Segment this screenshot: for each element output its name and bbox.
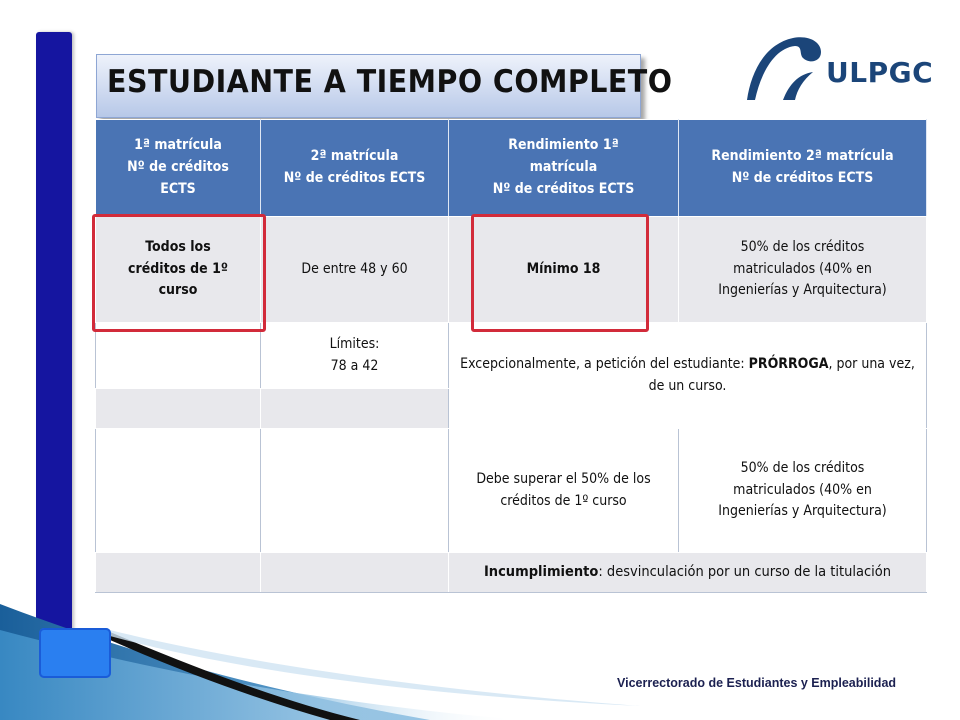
footer-department: Vicerrectorado de Estudiantes y Empleabilidad [617, 676, 897, 690]
header-line: Nº de créditos ECTS [492, 180, 635, 197]
cell-second-enrollment-range: De entre 48 y 60 [261, 217, 449, 323]
logo-mark-icon [743, 32, 823, 102]
page-title: ESTUDIANTE A TIEMPO COMPLETO [107, 64, 673, 100]
cell-minimum-performance: Mínimo 18 [449, 217, 679, 323]
cell-pass-requirement [449, 429, 679, 553]
header-line: Nº de créditos ECTS [283, 170, 426, 186]
requirements-table [95, 119, 927, 593]
cell-second-performance-repeat [679, 429, 927, 553]
cell-line: Límites: [329, 335, 380, 352]
header-line: matrícula [529, 159, 598, 176]
cell-line: 50% de los créditos [740, 238, 865, 255]
table-row [96, 429, 927, 553]
cell-line: Ingenierías y Arquitectura) [718, 282, 887, 299]
cell-empty [261, 429, 449, 553]
cell-line: Debe superar el 50% de los [476, 470, 651, 487]
cell-line: créditos de 1º curso [500, 492, 627, 509]
header-line: Nº de créditos [127, 159, 229, 176]
extension-keyword: PRÓRROGA [748, 355, 829, 372]
cell-line: Todos los [145, 238, 211, 255]
cell-noncompliance [449, 553, 927, 593]
header-first-enrollment [96, 120, 261, 217]
logo-text: ULPGC [826, 56, 934, 89]
header-line: 2ª matrícula [310, 148, 399, 165]
cell-line: Ingenierías y Arquitectura) [718, 503, 887, 520]
left-accent-bar [36, 32, 72, 686]
cell-line: curso [158, 282, 198, 299]
decorative-swoosh [0, 590, 960, 720]
cell-empty [96, 389, 261, 429]
header-second-performance [679, 120, 927, 217]
cell-empty [96, 553, 261, 593]
cell-empty [261, 389, 449, 429]
header-line: Nº de créditos ECTS [731, 170, 874, 186]
table-row [96, 553, 927, 593]
header-line: ECTS [160, 180, 196, 197]
header-line: Rendimiento 1ª [508, 137, 619, 154]
cell-extension-note [449, 323, 927, 429]
extension-text-end: , por una vez, de un curso. [648, 355, 915, 394]
cell-first-enrollment-credits [96, 217, 261, 323]
noncompliance-keyword: Incumplimiento [483, 564, 599, 581]
cell-line: 78 a 42 [330, 357, 379, 374]
cell-empty [96, 323, 261, 389]
extension-text: Excepcionalmente, a petición del estudiante: [460, 355, 749, 372]
cell-line: matriculados (40% en [733, 481, 872, 498]
table-row [96, 217, 927, 323]
cell-empty [96, 429, 261, 553]
cell-line: 50% de los créditos [740, 459, 865, 476]
header-line: Rendimiento 2ª matrícula [711, 148, 894, 165]
table-header-row [96, 120, 927, 217]
cell-empty [261, 553, 449, 593]
cell-second-performance [679, 217, 927, 323]
cell-line: créditos de 1º [128, 260, 228, 277]
header-second-enrollment [261, 120, 449, 217]
accent-bar-cap [39, 628, 111, 678]
cell-limits [261, 323, 449, 389]
ulpgc-logo [743, 32, 934, 102]
noncompliance-text: : desvinculación por un curso de la titulación [598, 564, 892, 581]
table-row [96, 323, 927, 389]
cell-line: matriculados (40% en [733, 260, 872, 277]
header-line: 1ª matrícula [134, 137, 222, 154]
title-box [96, 54, 673, 118]
header-first-performance [449, 120, 679, 217]
